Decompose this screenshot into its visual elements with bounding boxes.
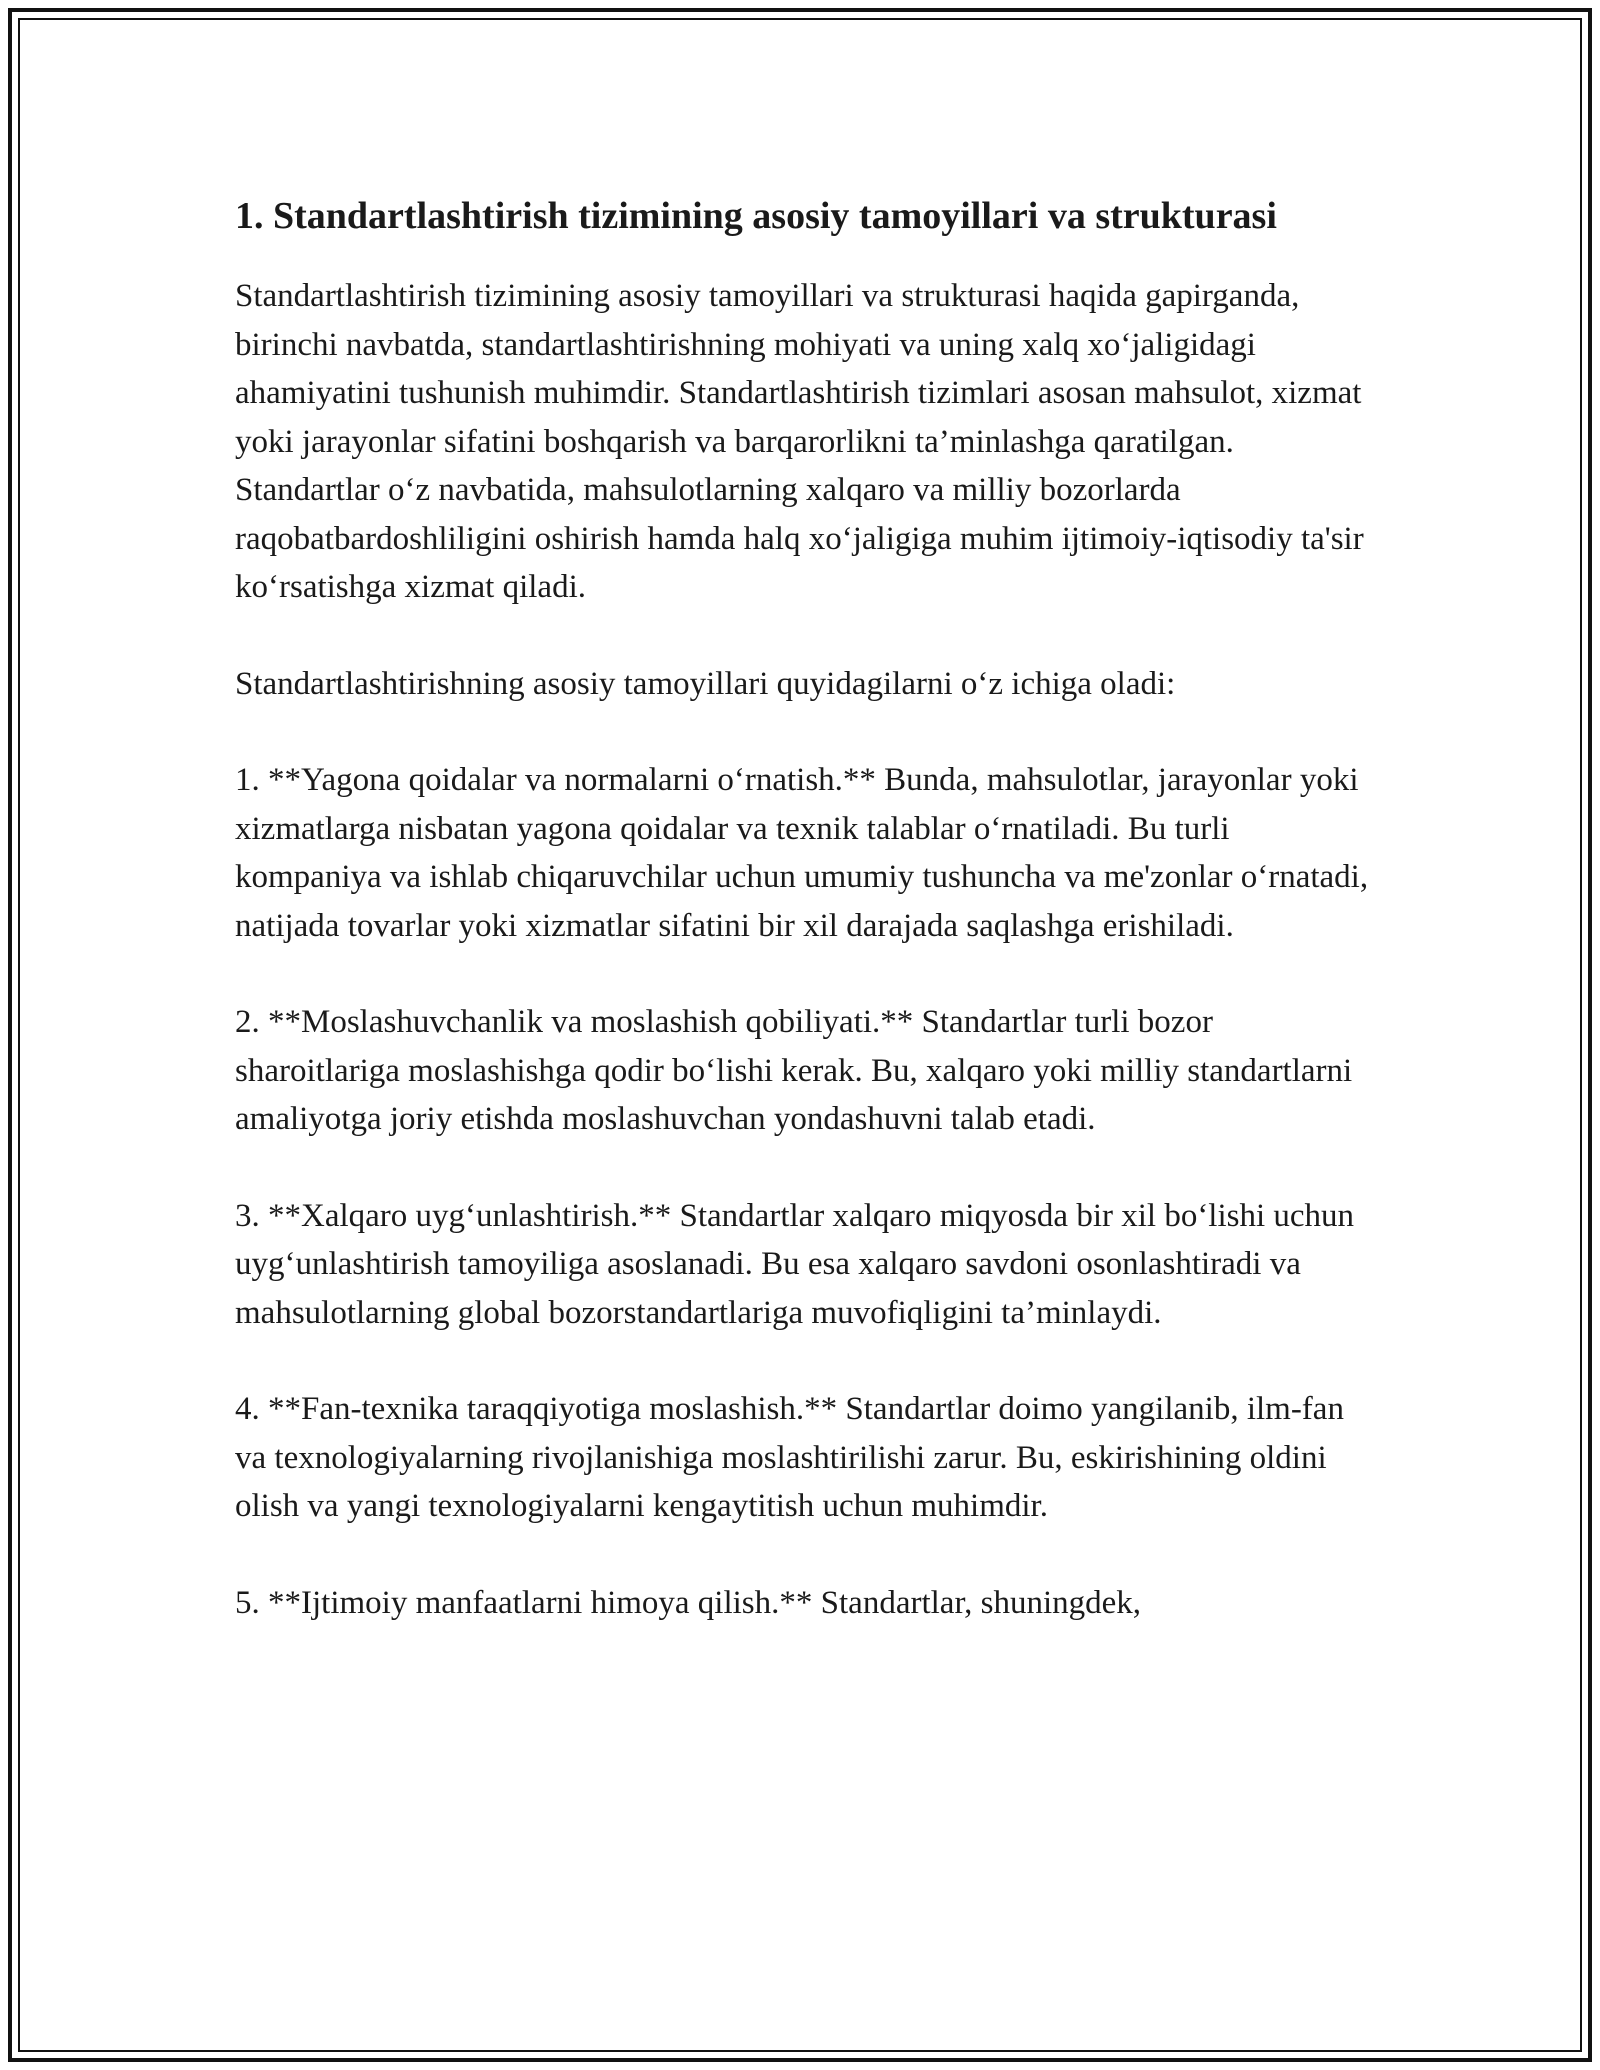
principles-lead-paragraph: Standartlashtirishning asosiy tamoyillari quyidagilarni o‘z ichiga oladi: — [235, 665, 1176, 702]
principle-2-paragraph: 2. **Moslashuvchanlik va moslashish qobiliyati.** Standartlar turli bozor sharoitlariga moslashishga qodir bo‘lishi kerak. Bu, xalqaro yoki milliy standartlarni amaliyotga joriy etishda moslashuvchan yondashuvni talab etadi. — [235, 1004, 1353, 1137]
intro-paragraph: Standartlashtirish tizimining asosiy tamoyillari va strukturasi haqida gapirganda, birinchi navbatda, standartlashtirishning mohiyati va uning xalq xo‘jaligidagi ahamiyatini tushunish muhimdir. Standartlashtirish tizimlari asosan mahsulot, xizmat yoki jarayonlar sifatini boshqarish va barqarorlikni ta’minlashga qaratilgan. Standartlar o‘z navbatida, mahsulotlarning xalqaro va milliy bozorlarda raqobatbardoshliligini oshirish hamda halq xo‘jaligiga muhim ijtimoiy-iqtisodiy ta'sir ko‘rsatishga xizmat qiladi. — [235, 278, 1364, 605]
document-body — [235, 188, 1375, 1675]
principle-1-paragraph: 1. **Yagona qoidalar va normalarni o‘rnatish.** Bunda, mahsulotlar, jarayonlar yoki xizmatlarga nisbatan yagona qoidalar va texnik talablar o‘rnatiladi. Bu turli kompaniya va ishlab chiqaruvchilar uchun umumiy tushuncha va me'zonlar o‘rnatadi, natijada tovarlar yoki xizmatlar sifatini bir xil darajada saqlashga erishiladi. — [235, 762, 1369, 944]
section-title: 1. Standartlashtirish tizimining asosiy tamoyillari va strukturasi — [235, 195, 1277, 237]
principle-3-paragraph: 3. **Xalqaro uyg‘unlashtirish.** Standartlar xalqaro miqyosda bir xil bo‘lishi uchun uyg‘unlashtirish tamoyiliga asoslanadi. Bu esa xalqaro savdoni osonlashtiradi va mahsulotlarning global bozorstandartlariga muvofiqligini ta’minlaydi. — [235, 1197, 1355, 1331]
principle-5-paragraph: 5. **Ijtimoiy manfaatlarni himoya qilish.** Standartlar, shuningdek, — [235, 1584, 1142, 1621]
principle-4-paragraph: 4. **Fan-texnika taraqqiyotiga moslashish.** Standartlar doimo yangilanib, ilm-fan va texnologiyalarning rivojlanishiga moslashtirilishi zarur. Bu, eskirishining oldini olish va yangi texnologiyalarni kengaytitish uchun muhimdir. — [235, 1391, 1344, 1524]
